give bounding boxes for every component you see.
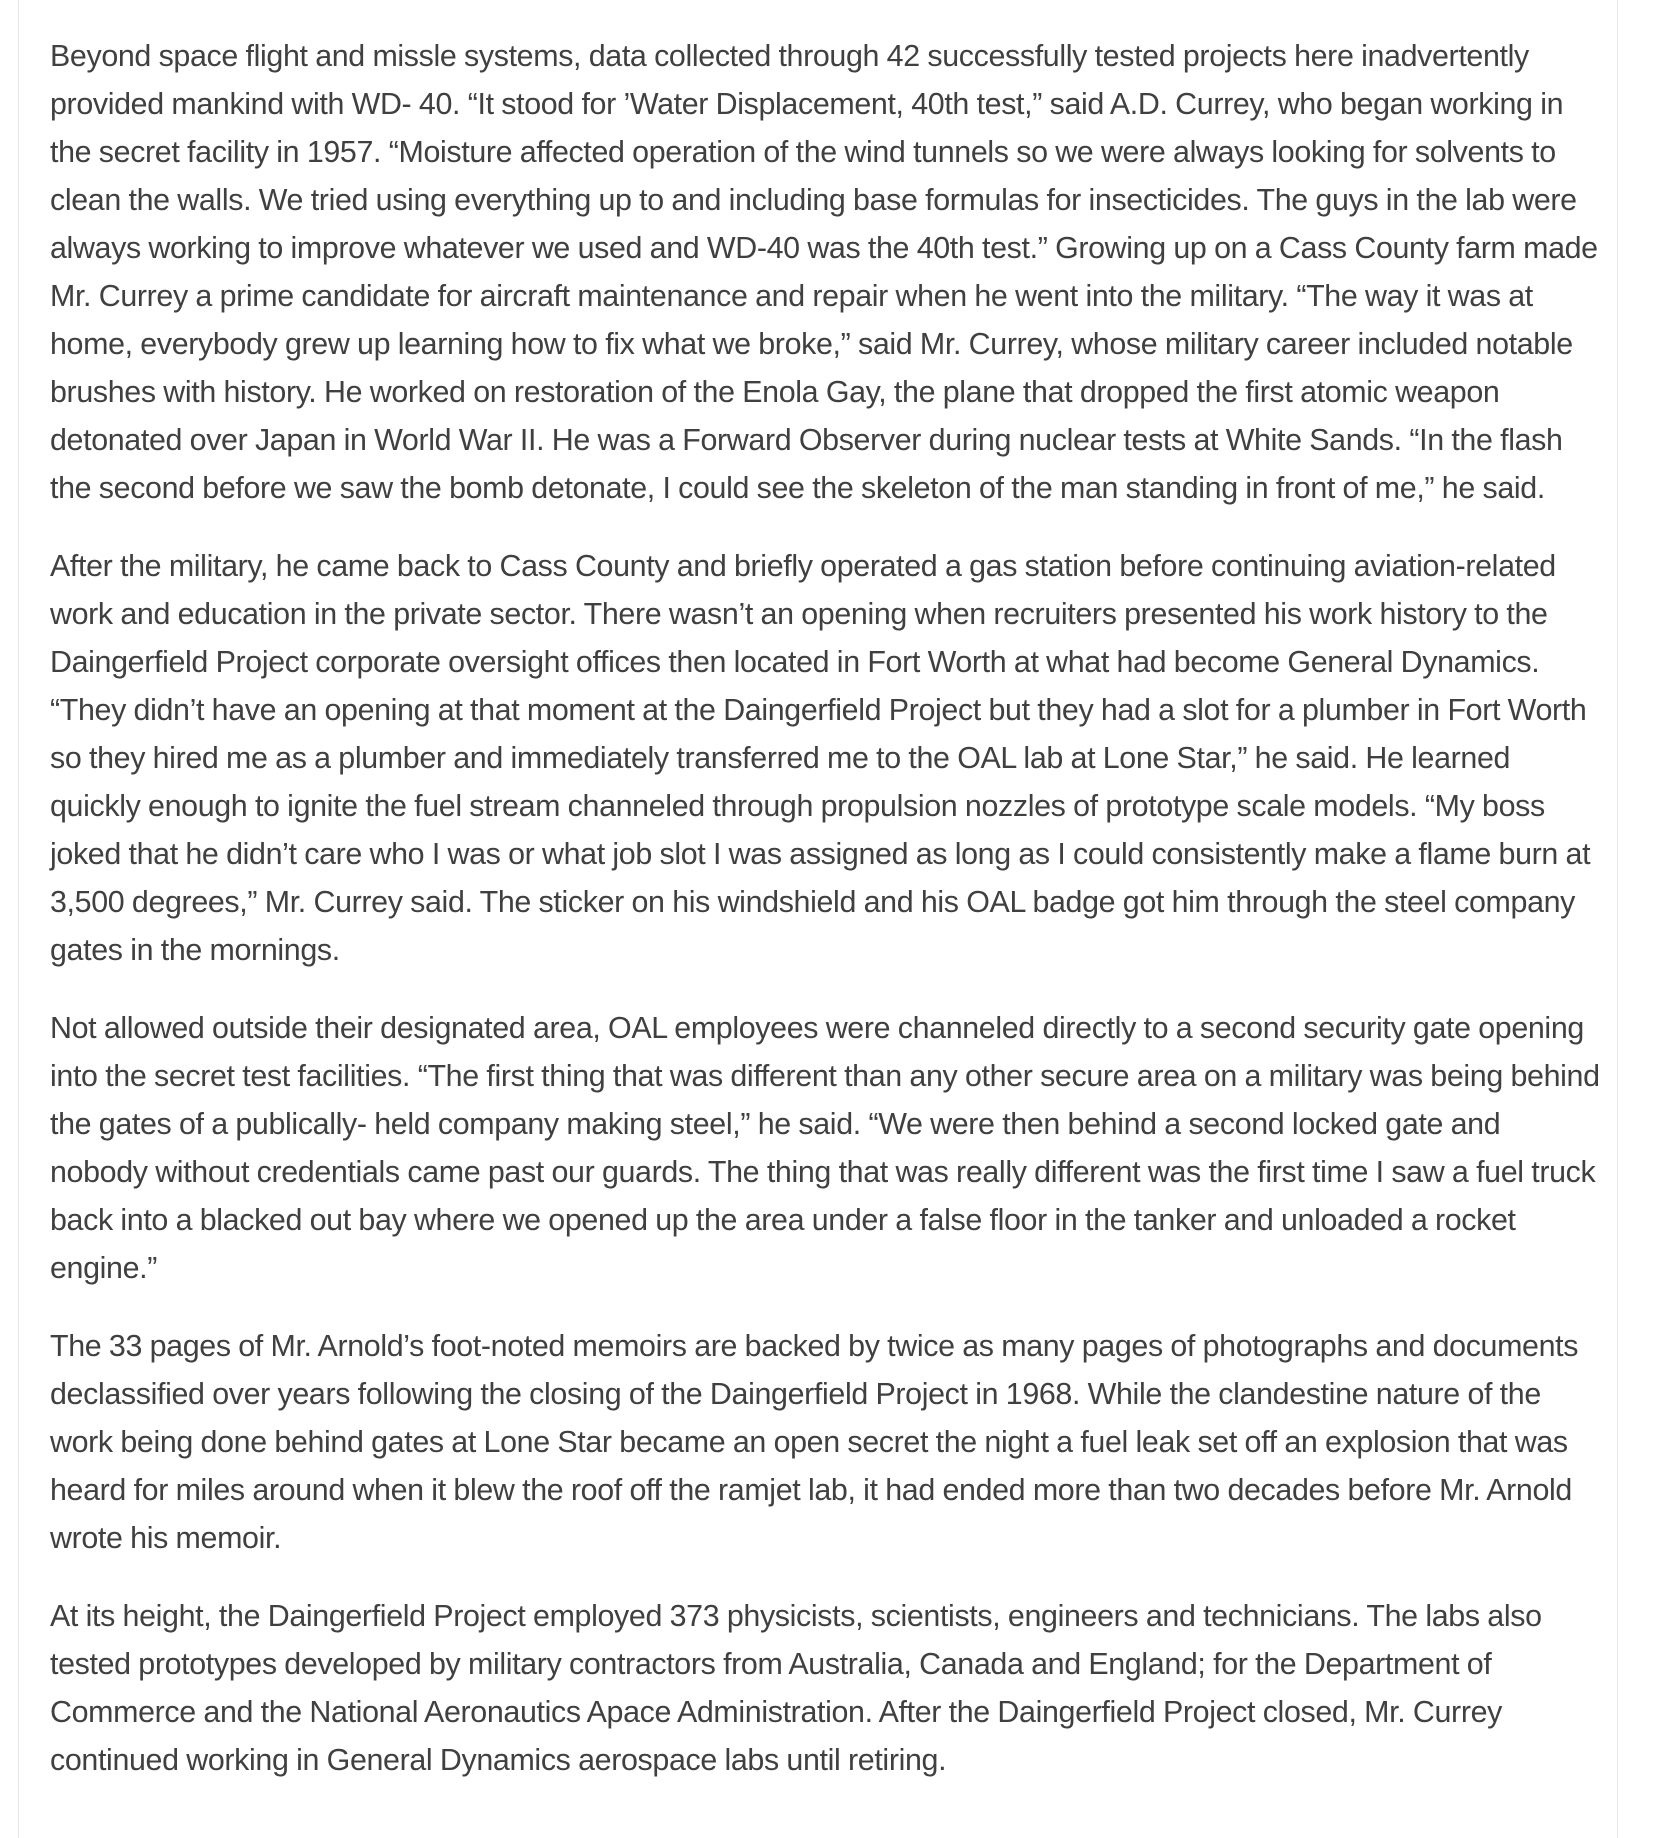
article-paragraph: At its height, the Daingerfield Project employed 373 physicists, scientists, engineers and technicians. The labs also tested prototypes developed by military contractors from Australia, Canada and England; for the Department of Commerce and the National Aeronautics Apace Administration. After the Daingerfield Project closed, Mr. Currey continued working in General Dynamics aerospace labs until retiring. bbox=[50, 1599, 1542, 1777]
article-paragraph: The 33 pages of Mr. Arnold’s foot-noted memoirs are backed by twice as many pages of photographs and documents declassified over years following the closing of the Daingerfield Project in 1968. While the clandestine nature of the work being done behind gates at Lone Star became an open secret the night a fuel leak set off an explosion that was heard for miles around when it blew the roof off the ramjet lab, it had ended more than two decades before Mr. Arnold wrote his memoir. bbox=[50, 1329, 1579, 1555]
article-paragraph: Beyond space flight and missle systems, data collected through 42 successfully tested projects here inadvertently provided mankind with WD- 40. “It stood for ’Water Displacement, 40th test,” said A.D. Currey, who began working in the secret facility in 1957. “Moisture affected operation of the wind tunnels so we were always looking for solvents to clean the walls. We tried using everything up to and including base formulas for insecticides. The guys in the lab were always working to improve whatever we used and WD-40 was the 40th test.” Growing up on a Cass County farm made Mr. Currey a prime candidate for aircraft maintenance and repair when he went into the military. “The way it was at home, everybody grew up learning how to fix what we broke,” said Mr. Currey, whose military career included notable brushes with history. He worked on restoration of the Enola Gay, the plane that dropped the first atomic weapon detonated over Japan in World War II. He was a Forward Observer during nuclear tests at White Sands. “In the flash the second before we saw the bomb detonate, I could see the skeleton of the man standing in front of me,” he said. bbox=[50, 39, 1598, 505]
article-body bbox=[50, 32, 1602, 1814]
article-paragraph: After the military, he came back to Cass County and briefly operated a gas station before continuing aviation-related work and education in the private sector. There wasn’t an opening when recruiters presented his work history to the Daingerfield Project corporate oversight offices then located in Fort Worth at what had become General Dynamics. “They didn’t have an opening at that moment at the Daingerfield Project but they had a slot for a plumber in Fort Worth so they hired me as a plumber and immediately transferred me to the OAL lab at Lone Star,” he said. He learned quickly enough to ignite the fuel stream channeled through propulsion nozzles of prototype scale models. “My boss joked that he didn’t care who I was or what job slot I was assigned as long as I could consistently make a flame burn at 3,500 degrees,” Mr. Currey said. The sticker on his windshield and his OAL badge got him through the steel company gates in the mornings. bbox=[50, 549, 1591, 967]
article-paragraph: Not allowed outside their designated area, OAL employees were channeled directly to a second security gate opening into the secret test facilities. “The first thing that was different than any other secure area on a military was being behind the gates of a publically- held company making steel,” he said. “We were then behind a second locked gate and nobody without credentials came past our guards. The thing that was really different was the first time I saw a fuel truck back into a blacked out bay where we opened up the area under a false floor in the tanker and unloaded a rocket engine.” bbox=[50, 1011, 1600, 1285]
article-card bbox=[18, 0, 1618, 1838]
